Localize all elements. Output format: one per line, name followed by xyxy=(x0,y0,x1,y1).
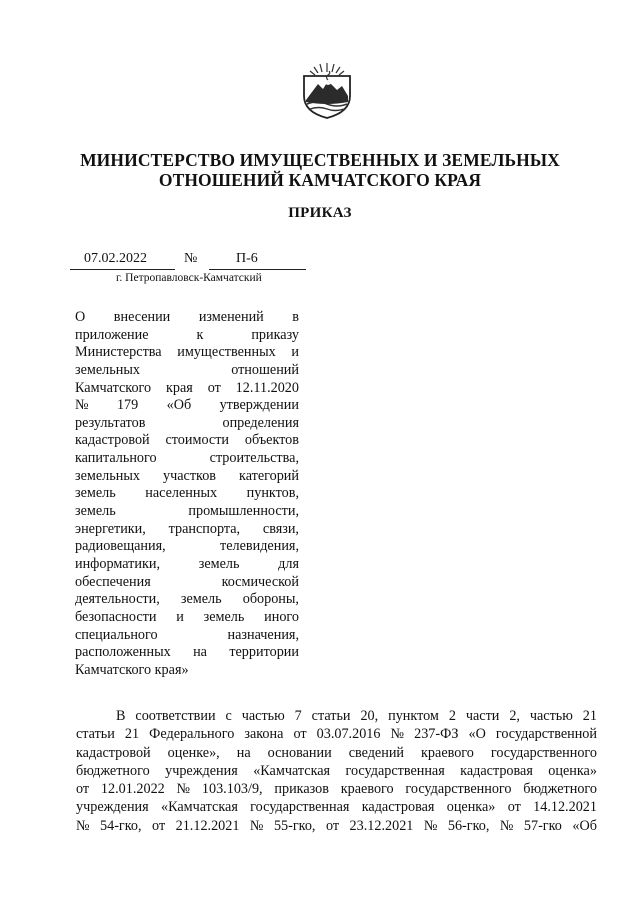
body-line xyxy=(76,798,597,816)
subject-word: объектов xyxy=(244,432,299,449)
subject-line xyxy=(75,662,299,680)
subject-word: определения xyxy=(222,414,299,431)
subject-line xyxy=(75,450,299,468)
body-word: учреждения xyxy=(165,762,238,779)
body-word: «Об xyxy=(572,817,597,834)
subject-line xyxy=(75,415,299,433)
subject-line xyxy=(75,380,299,398)
body-word: № xyxy=(423,817,438,834)
body-word: Федерального xyxy=(149,726,235,743)
body-word: 57-гко xyxy=(523,817,562,834)
body-line xyxy=(76,744,597,762)
subject-word: связи, xyxy=(262,520,299,537)
body-word: 103.103/9, xyxy=(201,781,263,798)
subject-word: земель xyxy=(180,591,222,608)
body-word: 237-ФЗ xyxy=(414,726,459,743)
subject-word: стоимости xyxy=(165,432,230,449)
body-word: № xyxy=(76,817,90,834)
body-word: «Камчатская xyxy=(253,762,331,779)
subject-word: и xyxy=(176,608,184,625)
ministry-name xyxy=(60,150,580,190)
subject-line xyxy=(75,309,299,327)
body-word: 2, xyxy=(509,708,520,724)
subject-word: безопасности xyxy=(75,608,157,625)
body-word: бюджетного xyxy=(76,762,150,779)
body-word: 55-гко, xyxy=(273,817,316,834)
ministry-name-line1: МИНИСТЕРСТВО ИМУЩЕСТВЕННЫХ И ЗЕМЕЛЬНЫХ xyxy=(80,150,560,170)
body-word: от xyxy=(76,781,90,798)
order-subject xyxy=(75,309,299,679)
subject-word: для xyxy=(278,555,299,572)
subject-word: к xyxy=(196,326,204,343)
date-underline xyxy=(70,269,175,270)
body-word: от xyxy=(325,817,340,834)
body-word: оценка» xyxy=(446,799,496,816)
subject-word: 179 xyxy=(116,397,139,414)
body-word: бюджетного xyxy=(523,781,597,798)
body-word: соответствии xyxy=(135,708,216,724)
body-line xyxy=(76,725,597,743)
subject-word: информатики, xyxy=(75,555,160,572)
order-number: П-6 xyxy=(236,251,258,266)
subject-word: капитального xyxy=(75,450,157,467)
subject-line xyxy=(75,485,299,503)
body-word: государственная xyxy=(250,799,350,816)
body-word: 20, xyxy=(360,708,379,724)
subject-word: отношений xyxy=(231,361,299,378)
order-body xyxy=(76,707,597,835)
city-name: г. Петропавловск-Камчатский xyxy=(116,272,262,284)
order-date: 07.02.2022 xyxy=(84,251,147,266)
body-word: на xyxy=(236,744,251,761)
subject-word: земель xyxy=(75,503,116,520)
body-word: 54-гко, xyxy=(100,817,142,834)
body-word: 03.07.2016 xyxy=(316,726,381,743)
subject-word: имущественных xyxy=(177,344,276,361)
number-underline xyxy=(209,269,306,270)
body-word: 23.12.2021 xyxy=(349,817,414,834)
order-title: ПРИКАЗ xyxy=(288,205,352,221)
subject-word: изменений xyxy=(198,309,264,325)
body-word: с xyxy=(225,708,232,724)
body-word: № xyxy=(390,726,405,743)
body-word: от xyxy=(507,799,521,816)
body-word: 7 xyxy=(294,708,302,724)
body-word: от xyxy=(293,726,307,743)
subject-word: приказу xyxy=(251,326,299,343)
subject-word: земель xyxy=(75,485,116,502)
subject-line xyxy=(75,627,299,645)
subject-line xyxy=(75,556,299,574)
body-word: от xyxy=(152,817,166,834)
subject-line xyxy=(75,591,299,609)
body-word: основании xyxy=(267,744,332,761)
subject-word: энергетики, xyxy=(75,520,146,537)
subject-word: земельных xyxy=(75,467,140,484)
body-word: № xyxy=(499,817,514,834)
body-word: № xyxy=(249,817,264,834)
body-word: 12.01.2022 xyxy=(100,781,165,798)
order-number-sign: № xyxy=(184,251,198,266)
body-word: приказов xyxy=(274,781,329,798)
body-word: 21 xyxy=(582,708,597,724)
subject-word: на xyxy=(193,644,207,661)
subject-word: расположенных xyxy=(75,644,171,661)
body-word: кадастровая xyxy=(361,799,435,816)
subject-word: результатов xyxy=(75,414,146,431)
subject-word: внесении xyxy=(113,309,171,325)
subject-word: приложение xyxy=(75,326,149,343)
subject-line xyxy=(75,538,299,556)
subject-word: обороны, xyxy=(242,591,299,608)
body-word: «Камчатская xyxy=(160,799,238,816)
body-word: государственная xyxy=(345,762,445,779)
body-word: 21.12.2021 xyxy=(175,817,240,834)
subject-word: пунктов, xyxy=(246,485,299,502)
subject-word: 12.11.2020 xyxy=(235,379,299,396)
subject-word: земельных xyxy=(75,361,140,378)
subject-line xyxy=(75,397,299,415)
subject-line xyxy=(75,327,299,345)
subject-word: специального xyxy=(75,626,158,643)
subject-word: Камчатского xyxy=(75,379,152,396)
subject-word: О xyxy=(75,309,86,325)
body-word: государственного xyxy=(405,781,512,798)
body-word: статьи xyxy=(311,708,351,724)
subject-word: земель xyxy=(203,608,245,625)
body-word: № xyxy=(176,781,191,798)
subject-word: назначения, xyxy=(227,626,299,643)
body-word: государственного xyxy=(490,744,597,761)
body-word: краевого xyxy=(340,781,394,798)
body-word: «О xyxy=(468,726,486,743)
kamchatka-coat-of-arms-icon xyxy=(301,60,353,120)
subject-word: иного xyxy=(264,608,299,625)
body-word: кадастровой xyxy=(76,744,151,761)
body-word: частью xyxy=(529,708,573,724)
subject-word: в xyxy=(292,309,299,325)
body-word: государственной xyxy=(495,726,597,743)
subject-word: космической xyxy=(221,573,299,590)
subject-word: № xyxy=(75,397,89,414)
subject-word: территории xyxy=(229,644,299,661)
body-word: краевого xyxy=(421,744,474,761)
subject-line xyxy=(75,468,299,486)
subject-word: от xyxy=(207,379,221,396)
ministry-name-line2: ОТНОШЕНИЙ КАМЧАТСКОГО КРАЯ xyxy=(158,170,482,190)
subject-word: утверждении xyxy=(219,397,299,414)
subject-word: земель xyxy=(198,555,240,572)
body-word: 14.12.2021 xyxy=(533,799,597,816)
body-word: сведений xyxy=(348,744,405,761)
subject-word: транспорта, xyxy=(168,520,241,537)
body-line xyxy=(76,817,597,835)
subject-word: Камчатского края» xyxy=(75,661,189,678)
body-word: закона xyxy=(244,726,284,743)
body-word: части xyxy=(465,708,500,724)
subject-word: Министерства xyxy=(75,344,162,361)
subject-line xyxy=(75,574,299,592)
body-word: В xyxy=(116,708,126,724)
subject-word: деятельности, xyxy=(75,591,160,608)
subject-word: категорий xyxy=(239,467,299,484)
subject-line xyxy=(75,362,299,380)
subject-word: строительства, xyxy=(209,450,299,467)
subject-word: кадастровой xyxy=(75,432,150,449)
body-word: 21 xyxy=(124,726,140,743)
body-word: частью xyxy=(241,708,285,724)
body-word: оценке», xyxy=(167,744,220,761)
subject-word: радиовещания, xyxy=(75,538,166,555)
subject-word: «Об xyxy=(166,397,192,414)
body-word: оценка» xyxy=(548,762,597,779)
body-line xyxy=(76,707,597,725)
subject-line xyxy=(75,344,299,362)
body-word: 2 xyxy=(448,708,456,724)
subject-line xyxy=(75,503,299,521)
subject-line xyxy=(75,644,299,662)
subject-word: обеспечения xyxy=(75,573,151,590)
subject-word: и xyxy=(291,344,299,361)
subject-line xyxy=(75,521,299,539)
subject-word: телевидения, xyxy=(220,538,299,555)
subject-line xyxy=(75,432,299,450)
subject-word: населенных xyxy=(145,485,218,502)
body-word: учреждения xyxy=(76,799,149,816)
subject-line xyxy=(75,609,299,627)
subject-word: края xyxy=(166,379,193,396)
subject-word: участков xyxy=(163,467,216,484)
body-line xyxy=(76,762,597,780)
subject-word: промышленности, xyxy=(188,503,299,520)
body-word: пунктом xyxy=(388,708,439,724)
body-word: 56-гко, xyxy=(447,817,490,834)
body-word: статьи xyxy=(76,726,115,743)
body-word: кадастровая xyxy=(460,762,533,779)
body-line xyxy=(76,780,597,798)
